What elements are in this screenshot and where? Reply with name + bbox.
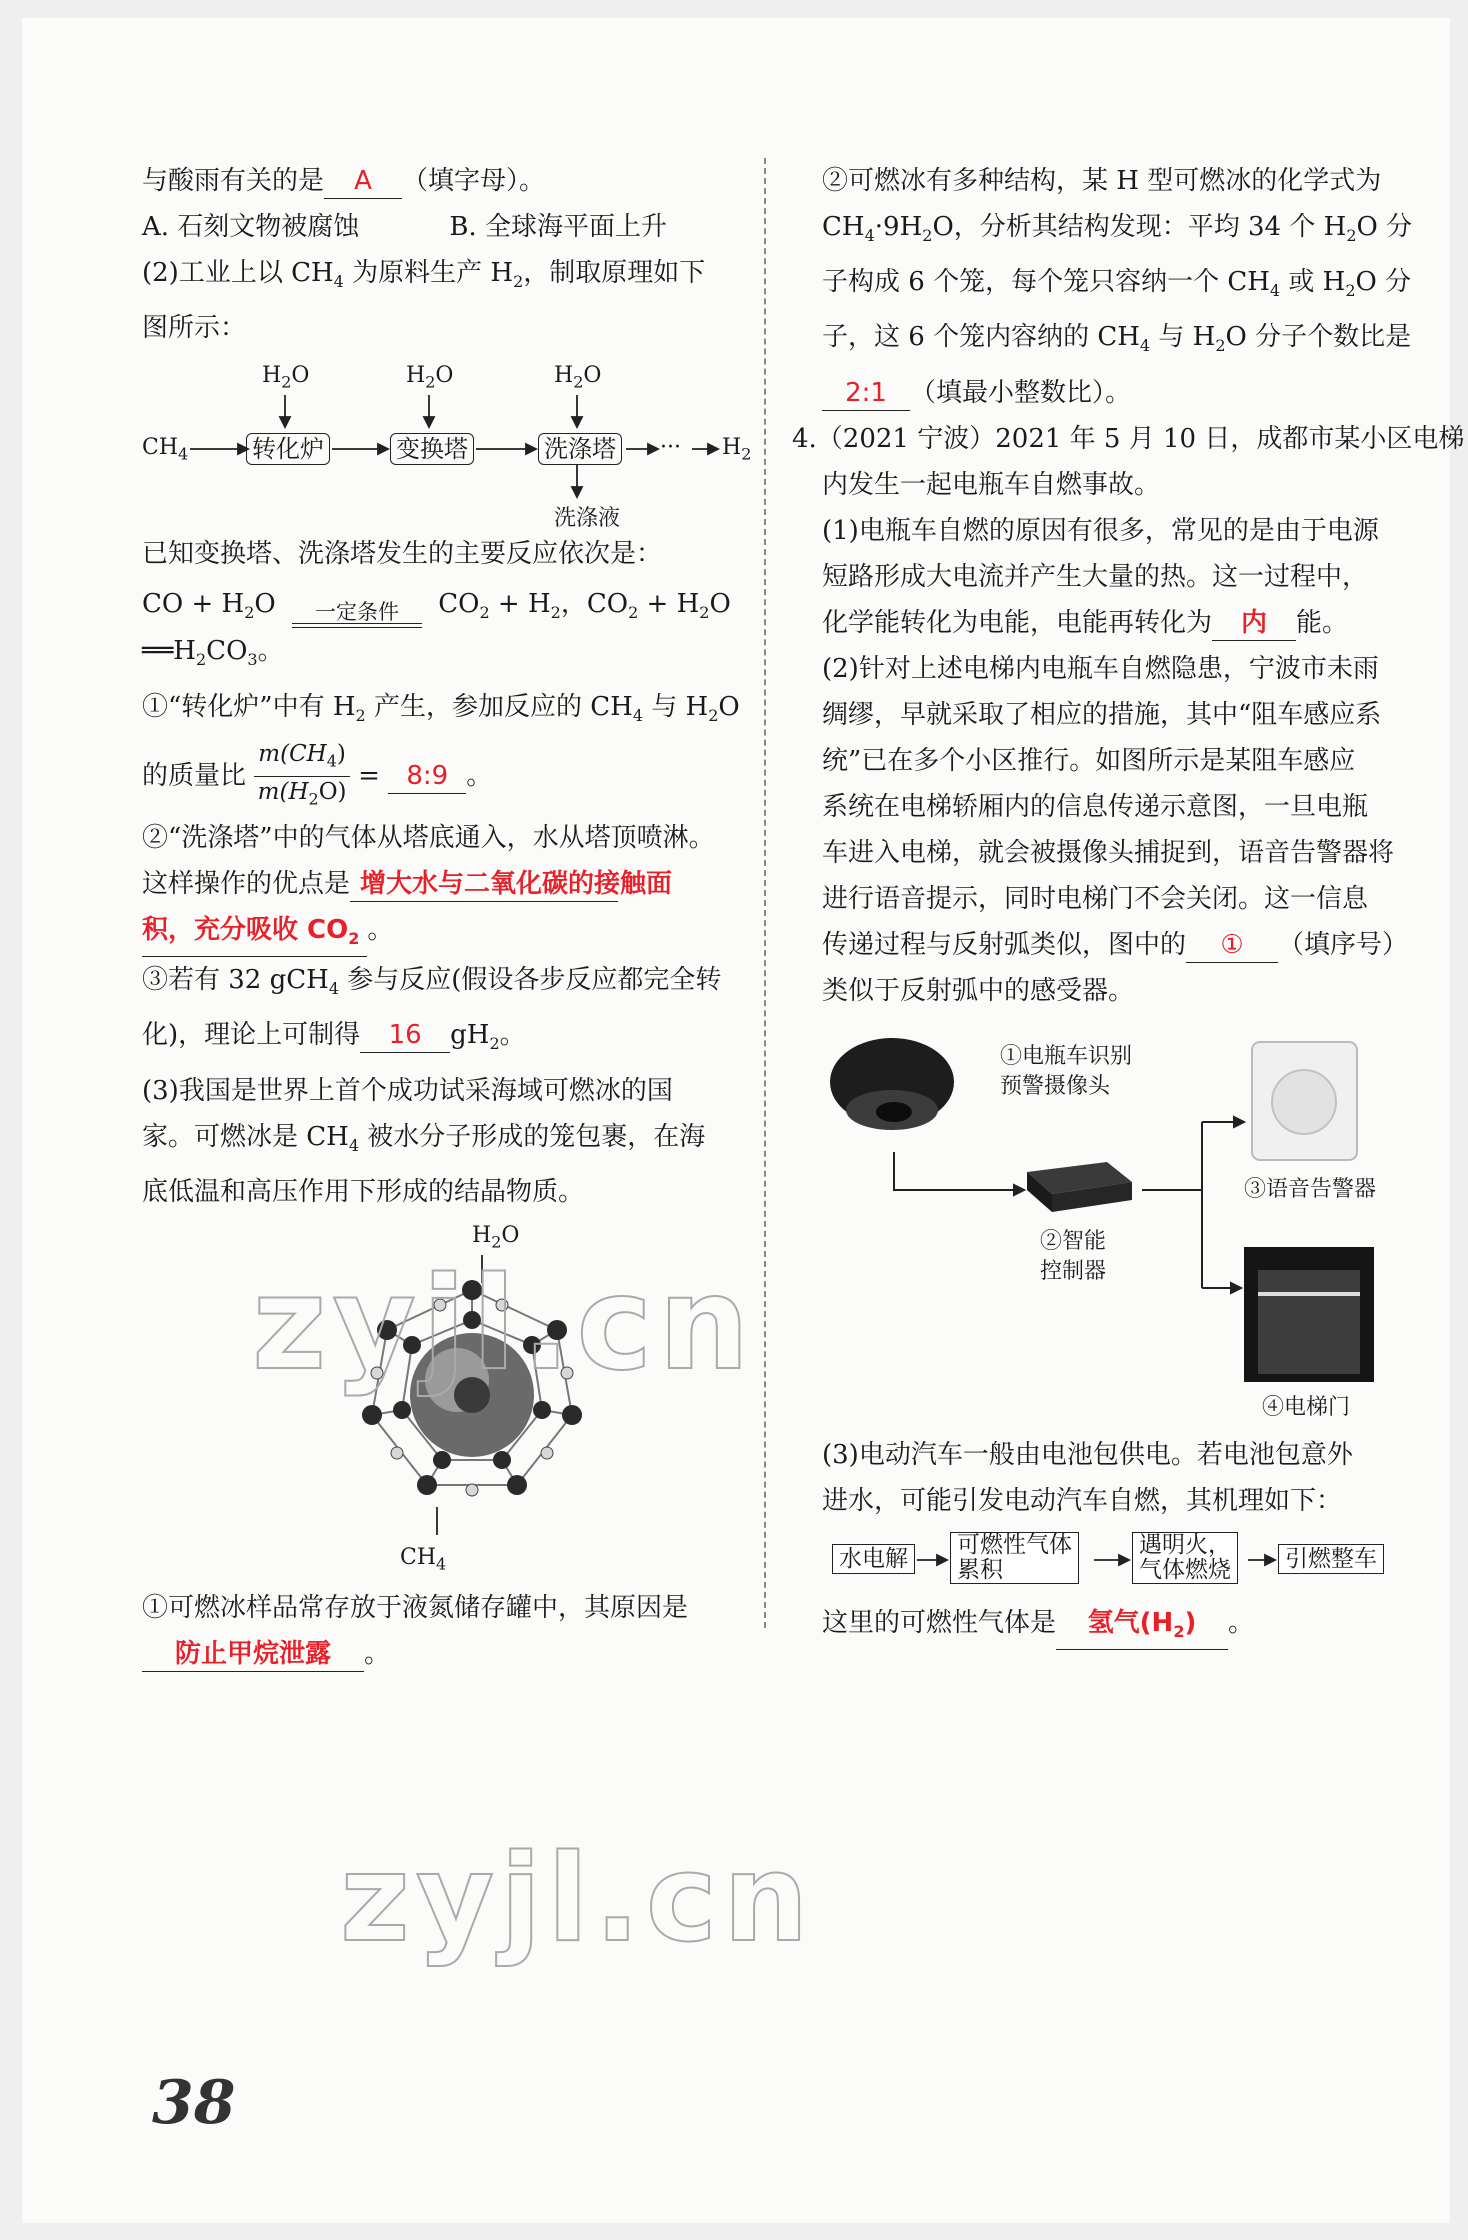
part3-line-3: 底低温和高压作用下形成的结晶物质。 xyxy=(142,1176,585,1207)
left-line-1: 与酸雨有关的是 A （填字母）。 xyxy=(142,158,752,204)
right-line-3: 子构成 6 个笼，每个笼只容纳一个 $CH_4$ 或 $H_2O$ 分 xyxy=(822,267,1412,301)
door-label: ④电梯门 xyxy=(1262,1394,1351,1420)
right-column xyxy=(792,158,1465,1650)
q4-left-line-2: 防止甲烷泄露 。 xyxy=(142,1631,752,1677)
equation-2: $══H_2CO_3$。 xyxy=(142,636,284,670)
answer-energy-type: 内 xyxy=(1212,606,1296,641)
q2-line-1: ②“洗涤塔”中的气体从塔底通入，水从塔顶喷淋。 xyxy=(142,822,715,853)
s2-line-1: (2)针对上述电梯内电瓶车自燃隐患，宁波市未雨 xyxy=(822,653,1379,684)
answer-h2-mass: 16 xyxy=(360,1018,450,1053)
q3-line-2: 化)，理论上可制得 16 $gH_2$。 xyxy=(142,1020,526,1054)
ch4-input: $CH_4$ xyxy=(142,435,189,464)
watermark-lower: zyjl.cn xyxy=(340,1830,815,1969)
answer-molecule-ratio: 2:1 xyxy=(822,376,910,411)
controller-label: ②智能 控制器 xyxy=(1040,1228,1107,1284)
s3-line-1: (3)电动汽车一般由电池包供电。若电池包意外 xyxy=(822,1439,1353,1470)
right-line-2: $CH_4\cdot 9H_2O$，分析其结构发现：平均 34 个 $H_2O$ 分 xyxy=(822,212,1413,246)
q2-line-3: 积，充分吸收 $CO_2$ 。 xyxy=(142,907,752,957)
answer-flammable-gas: 氢气$(H_2)$ xyxy=(1056,1606,1228,1650)
answer-scrubber-advantage-2: 积，充分吸收 $CO_2$ xyxy=(142,913,367,957)
h2o-label-2: $H_2O$ xyxy=(406,363,454,392)
chain-step-vehicle-fire: 引燃整车 xyxy=(1278,1544,1384,1574)
part3-line-1: (3)我国是世界上首个成功试采海域可燃冰的国 xyxy=(142,1075,673,1106)
s2-line-6: 进行语音提示，同时电梯门不会关闭。这一信息 xyxy=(822,883,1369,914)
shift-tower-box: 变换塔 xyxy=(390,433,474,465)
q1-line-1: ①“转化炉”中有 $H_2$ 产生，参加反应的 $CH_4$ 与 $H_2O$ xyxy=(142,691,740,725)
equation-1: CO + $H_2O$ 一定条件 $CO_2 + H_2$，$CO_2 + H_2O$ xyxy=(142,589,752,628)
right-line-4: 子，这 6 个笼内容纳的 $CH_4$ 与 $H_2O$ 分子个数比是 xyxy=(822,322,1412,356)
s2-line-2: 绸缪，早就采取了相应的措施，其中“阻车感应系 xyxy=(822,699,1382,730)
s1-line-1: (1)电瓶车自燃的原因有很多，常见的是由于电源 xyxy=(822,515,1379,546)
q2-line-2: 这样操作的优点是 增大水与二氧化碳的接触面 xyxy=(142,861,752,907)
answer-scrubber-advantage-1: 增大水与二氧化碳的接触面 xyxy=(350,867,618,902)
s2-line-3: 统”已在多个小区推行。如图所示是某阻车感应 xyxy=(822,745,1356,776)
right-line-5: 2:1 （填最小整数比）。 xyxy=(822,370,1422,416)
s1-line-3: 化学能转化为电能，电能再转化为 内 能。 xyxy=(822,600,1422,646)
answer-storage-reason: 防止甲烷泄露 xyxy=(142,1637,364,1672)
scrubber-box: 洗涤塔 xyxy=(538,433,622,465)
camera-label: ①电瓶车识别 预警摄像头 xyxy=(1000,1043,1133,1099)
page xyxy=(22,18,1465,2223)
page-number: 38 xyxy=(152,2068,236,2138)
molecule-ch4-label: $CH_4$ xyxy=(400,1544,447,1574)
q4-left-line-1: ①可燃冰样品常存放于液氮储存罐中，其原因是 xyxy=(142,1592,689,1623)
s2-line-8: 类似于反射弧中的感受器。 xyxy=(822,975,1135,1006)
h2o-label-1: $H_2O$ xyxy=(262,363,310,392)
combustion-chain xyxy=(822,1530,1422,1600)
molecule-h2o-label: $H_2O$ xyxy=(472,1222,520,1252)
chain-step-electrolysis: 水电解 xyxy=(832,1544,915,1574)
flow-dots: ··· xyxy=(660,435,681,461)
reformer-box: 转化炉 xyxy=(246,433,330,465)
wash-liquid-label: 洗涤液 xyxy=(554,506,621,532)
part3-line-2: 家。可燃冰是 $CH_4$ 被水分子形成的笼包裹，在海 xyxy=(142,1121,706,1155)
left-column xyxy=(142,158,752,1677)
part2-line-2: 图所示： xyxy=(142,313,247,344)
mass-ratio-fraction: $\frac{m(CH_4)}{m(H_2O)}$ xyxy=(254,739,350,815)
answer-acid-rain: A xyxy=(324,164,402,199)
q3-line-1: ③若有 32 gCH$_4$ 参与反应(假设各步反应都完全转 xyxy=(142,965,722,999)
s2-line-4: 系统在电梯轿厢内的信息传递示意图，一旦电瓶 xyxy=(822,791,1369,822)
s3-line-3: 这里的可燃性气体是 氢气$(H_2)$ 。 xyxy=(822,1600,1422,1650)
chain-step-gas-accumulation: 可燃性气体 累积 xyxy=(950,1532,1079,1584)
elevator-system-figure xyxy=(822,1022,1422,1432)
chain-step-ignition: 遇明火， 气体燃烧 xyxy=(1132,1532,1238,1584)
q1-line-2: 的质量比 $\frac{m(CH_4)}{m(H_2O)}$ = 8:9 。 xyxy=(142,739,752,815)
s2-line-7: 传递过程与反射弧类似，图中的 ① （填序号） xyxy=(822,922,1422,968)
h2-output: $H_2$ xyxy=(722,435,752,464)
question-4-line-2: 内发生一起电瓶车自燃事故。 xyxy=(822,469,1161,500)
reaction-condition: 一定条件 xyxy=(314,600,399,625)
watermark-upper: zyjl.cn xyxy=(252,1250,756,1399)
part2-line-1: (2)工业上以 $CH_4$ 为原料生产 $H_2$，制取原理如下 xyxy=(142,258,706,292)
question-4-title: 4.（2021 宁波）2021 年 5 月 10 日，成都市某小区电梯 xyxy=(792,423,1465,454)
s2-line-5: 车进入电梯，就会被摄像头捕捉到，语音告警器将 xyxy=(822,837,1395,868)
known-line: 已知变换塔、洗涤塔发生的主要反应依次是： xyxy=(142,539,663,570)
right-line-1: ②可燃冰有多种结构，某 H 型可燃冰的化学式为 xyxy=(822,166,1382,196)
process-flow-diagram xyxy=(142,351,752,531)
answer-receptor: ① xyxy=(1186,928,1278,963)
s1-line-2: 短路形成大电流并产生大量的热。这一过程中， xyxy=(822,561,1369,592)
answer-mass-ratio: 8:9 xyxy=(388,759,466,794)
s3-line-2: 进水，可能引发电动汽车自燃，其机理如下： xyxy=(822,1485,1343,1516)
options-line: A. 石刻文物被腐蚀 B. 全球海平面上升 xyxy=(142,212,667,242)
h2o-label-3: $H_2O$ xyxy=(554,363,602,392)
column-divider xyxy=(764,158,766,1628)
alarm-label: ③语音告警器 xyxy=(1244,1176,1377,1202)
